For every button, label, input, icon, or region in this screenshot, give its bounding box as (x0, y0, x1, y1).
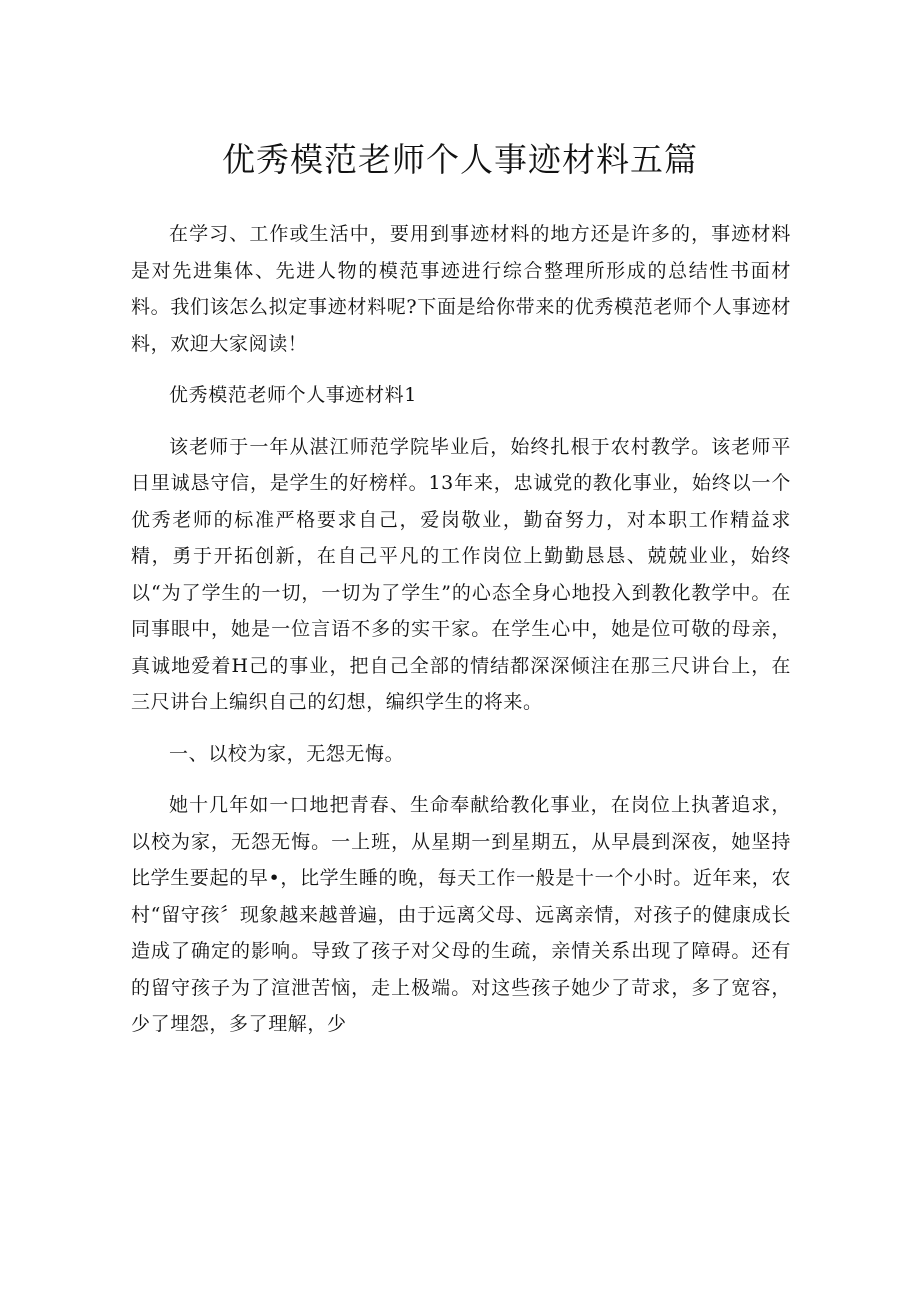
paragraph-spacer (131, 772, 791, 787)
paragraph-spacer (131, 414, 791, 429)
subsection-heading: 一、以校为家，无怨无悔。 (169, 742, 405, 765)
section-paragraph: 该老师于一年从湛江师范学院毕业后，始终扎根于农村教学。该老师平日里诚恳守信，是学生的好榜样。13年来，忠诚党的教化事业，始终以一个优秀老师的标准严格要求自己，爱岗敬业，勤奋努力，对本职工作精益求精，勇于开拓创新，在自己平凡的工作岗位上勤勤恳恳、兢兢业业，始终以“为了学生的一切，一切为了学生”的心态全身心地投入到教化教学中。在同事眼中，她是一位言语不多的实干家。在学生心中，她是位可敬的母亲，真诚地爱着H己的事业，把自己全部的情结都深深倾注在那三尺讲台上，在三尺讲台上编织自己的幻想，编织学生的将来。 (131, 435, 791, 713)
paragraph-spacer (131, 721, 791, 736)
document-body (131, 216, 791, 1043)
subsection-paragraph: 她十几年如一口地把青春、生命奉献给教化事业，在岗位上执著追求，以校为家，无怨无悔。一上班，从星期一到星期五，从早晨到深夜，她坚持比学生要起的早•，比学生睡的晚，每天工作一般是十一个小时。近年来，农村“留守孩〞现象越来越普遍，由于远离父母、远离亲情，对孩子的健康成长造成了确定的影响。导致了孩子对父母的生疏，亲情关系出现了障碍。还有的留守孩子为了渲泄苦恼，走上极端。对这些孩子她少了苛求，多了宽容，少了埋怨，多了理解，少 (131, 794, 791, 1035)
intro-paragraph: 在学习、工作或生活中，要用到事迹材料的地方还是许多的，事迹材料是对先进集体、先进人物的模范事迹进行综合整理所形成的总结性书面材料。我们该怎么拟定事迹材料呢?下面是给你带来的优秀模范老师个人事迹材料，欢迎大家阅读！ (131, 223, 791, 355)
document-title: 优秀模范老师个人事迹材料五篇 (222, 140, 698, 179)
paragraph-spacer (131, 362, 791, 377)
section-heading: 优秀模范老师个人事迹材料1 (169, 384, 417, 406)
